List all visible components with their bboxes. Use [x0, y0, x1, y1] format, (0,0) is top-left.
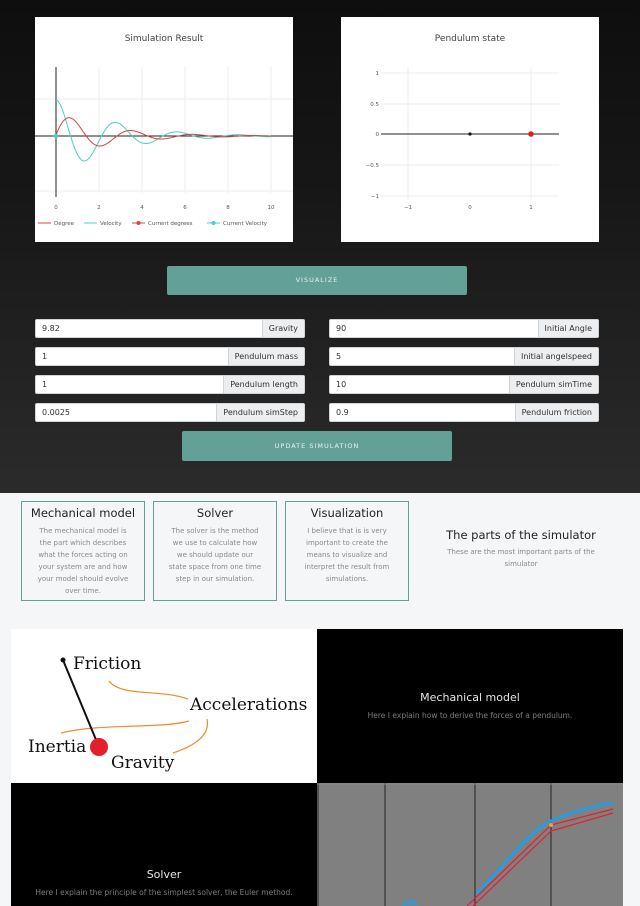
mechanical-model-card: [21, 501, 145, 601]
legend-degree: Degree: [54, 221, 75, 227]
y-tick-label: 0: [375, 132, 379, 138]
pendulum-simstep-label: Pendulum simStep: [216, 404, 304, 421]
solver-tile[interactable]: [11, 783, 317, 906]
parts-intro: [430, 528, 612, 570]
pendulum-bob-icon: [90, 738, 108, 756]
card-text: I believe that is is very important to create the means to visualize and interpret the result from simulations.: [304, 527, 390, 583]
x-tick-label: 1: [529, 205, 533, 211]
x-tick-label: 2: [97, 205, 101, 211]
pendulum-length-input[interactable]: [36, 376, 223, 393]
y-tick-label: −1: [370, 194, 379, 200]
simulation-result-chart: [35, 17, 293, 242]
parts-title: The parts of the simulator: [446, 528, 596, 542]
x-tick-label: 10: [267, 205, 275, 211]
pendulum-mass-input[interactable]: [36, 348, 228, 365]
gravity-input[interactable]: [36, 320, 262, 337]
initial-angle-input[interactable]: [330, 320, 538, 337]
pendulum-friction-input[interactable]: [330, 404, 515, 421]
card-text: The mechanical model is the part which describes what the forces acting on your system are and how your model should evolve over time.: [37, 527, 129, 595]
inertia-word: Inertia: [28, 737, 87, 757]
visualize-button[interactable]: VISUALIZE: [167, 266, 467, 295]
initial-angelspeed-input[interactable]: [330, 348, 514, 365]
tile-subtitle: Here I explain the principle of the simplest solver, the Euler method.: [35, 888, 293, 897]
x-tick-label: 0: [54, 205, 58, 211]
euler-plot-image: [317, 783, 623, 906]
pendulum-simstep-field: [35, 403, 305, 422]
pendulum-simtime-field: [329, 375, 599, 394]
accelerations-word: Accelerations: [190, 695, 308, 715]
pendulum-simtime-input[interactable]: [330, 376, 509, 393]
current-velocity-marker: [54, 134, 58, 138]
initial-angle-label: Initial Angle: [538, 320, 598, 337]
legend-current-degrees: Current degrees: [148, 221, 193, 227]
pendulum-simstep-input[interactable]: [36, 404, 216, 421]
card-title: Solver: [196, 506, 234, 520]
mechanical-model-tile[interactable]: [317, 629, 623, 783]
euler-method-tile[interactable]: [317, 783, 623, 906]
update-simulation-button[interactable]: UPDATE SIMULATION: [182, 431, 452, 461]
pendulum-bob: [528, 131, 534, 137]
pendulum-friction-label: Pendulum friction: [515, 404, 598, 421]
x-tick-label: 6: [183, 205, 187, 211]
pendulum-simtime-label: Pendulum simTime: [509, 376, 598, 393]
y-tick-label: 1: [375, 71, 379, 77]
gravity-label: Gravity: [262, 320, 304, 337]
pendulum-state-plot: [341, 17, 599, 242]
visualization-card: [285, 501, 409, 601]
simulation-result-title: Simulation Result: [124, 34, 204, 44]
friction-word: Friction: [73, 654, 142, 674]
tile-title: Solver: [146, 868, 182, 881]
card-text: The solver is the method we use to calculate how we should update our state space from one time step in our simulation.: [168, 527, 262, 583]
legend-current-velocity: Current Velocity: [223, 221, 267, 227]
pendulum-mass-field: [35, 347, 305, 366]
velocity-series: [56, 100, 271, 161]
pendulum-friction-field: [329, 403, 599, 422]
pendulum-state-title: Pendulum state: [434, 34, 506, 44]
pendulum-length-label: Pendulum length: [223, 376, 304, 393]
tile-subtitle: Here I explain how to derive the forces of a pendulum.: [367, 711, 573, 720]
tile-title: Mechanical model: [420, 691, 520, 704]
pendulum-mass-label: Pendulum mass: [228, 348, 304, 365]
pendulum-pivot: [468, 132, 471, 135]
x-tick-label: 8: [226, 205, 230, 211]
forces-diagram: [11, 629, 317, 783]
y-tick-label: 0.5: [370, 102, 379, 108]
parts-text: These are the most important parts of the simulator: [447, 548, 595, 568]
degree-series: [56, 118, 271, 146]
card-title: Visualization: [310, 506, 384, 520]
x-tick-label: −1: [403, 205, 413, 211]
gravity-word: Gravity: [111, 753, 175, 773]
initial-angelspeed-field: [329, 347, 599, 366]
y-tick-label: −0.5: [365, 163, 379, 169]
initial-angle-field: [329, 319, 599, 338]
solver-card: [153, 501, 277, 601]
x-tick-label: 4: [140, 205, 144, 211]
forces-diagram-tile[interactable]: [11, 629, 317, 783]
simulation-result-plot: [35, 17, 293, 242]
legend-velocity: Velocity: [100, 221, 122, 227]
card-title: Mechanical model: [30, 506, 136, 520]
pendulum-state-chart: [341, 17, 599, 242]
pendulum-length-field: [35, 375, 305, 394]
x-tick-label: 0: [468, 205, 472, 211]
gravity-field: [35, 319, 305, 338]
initial-angelspeed-label: Initial angelspeed: [514, 348, 598, 365]
